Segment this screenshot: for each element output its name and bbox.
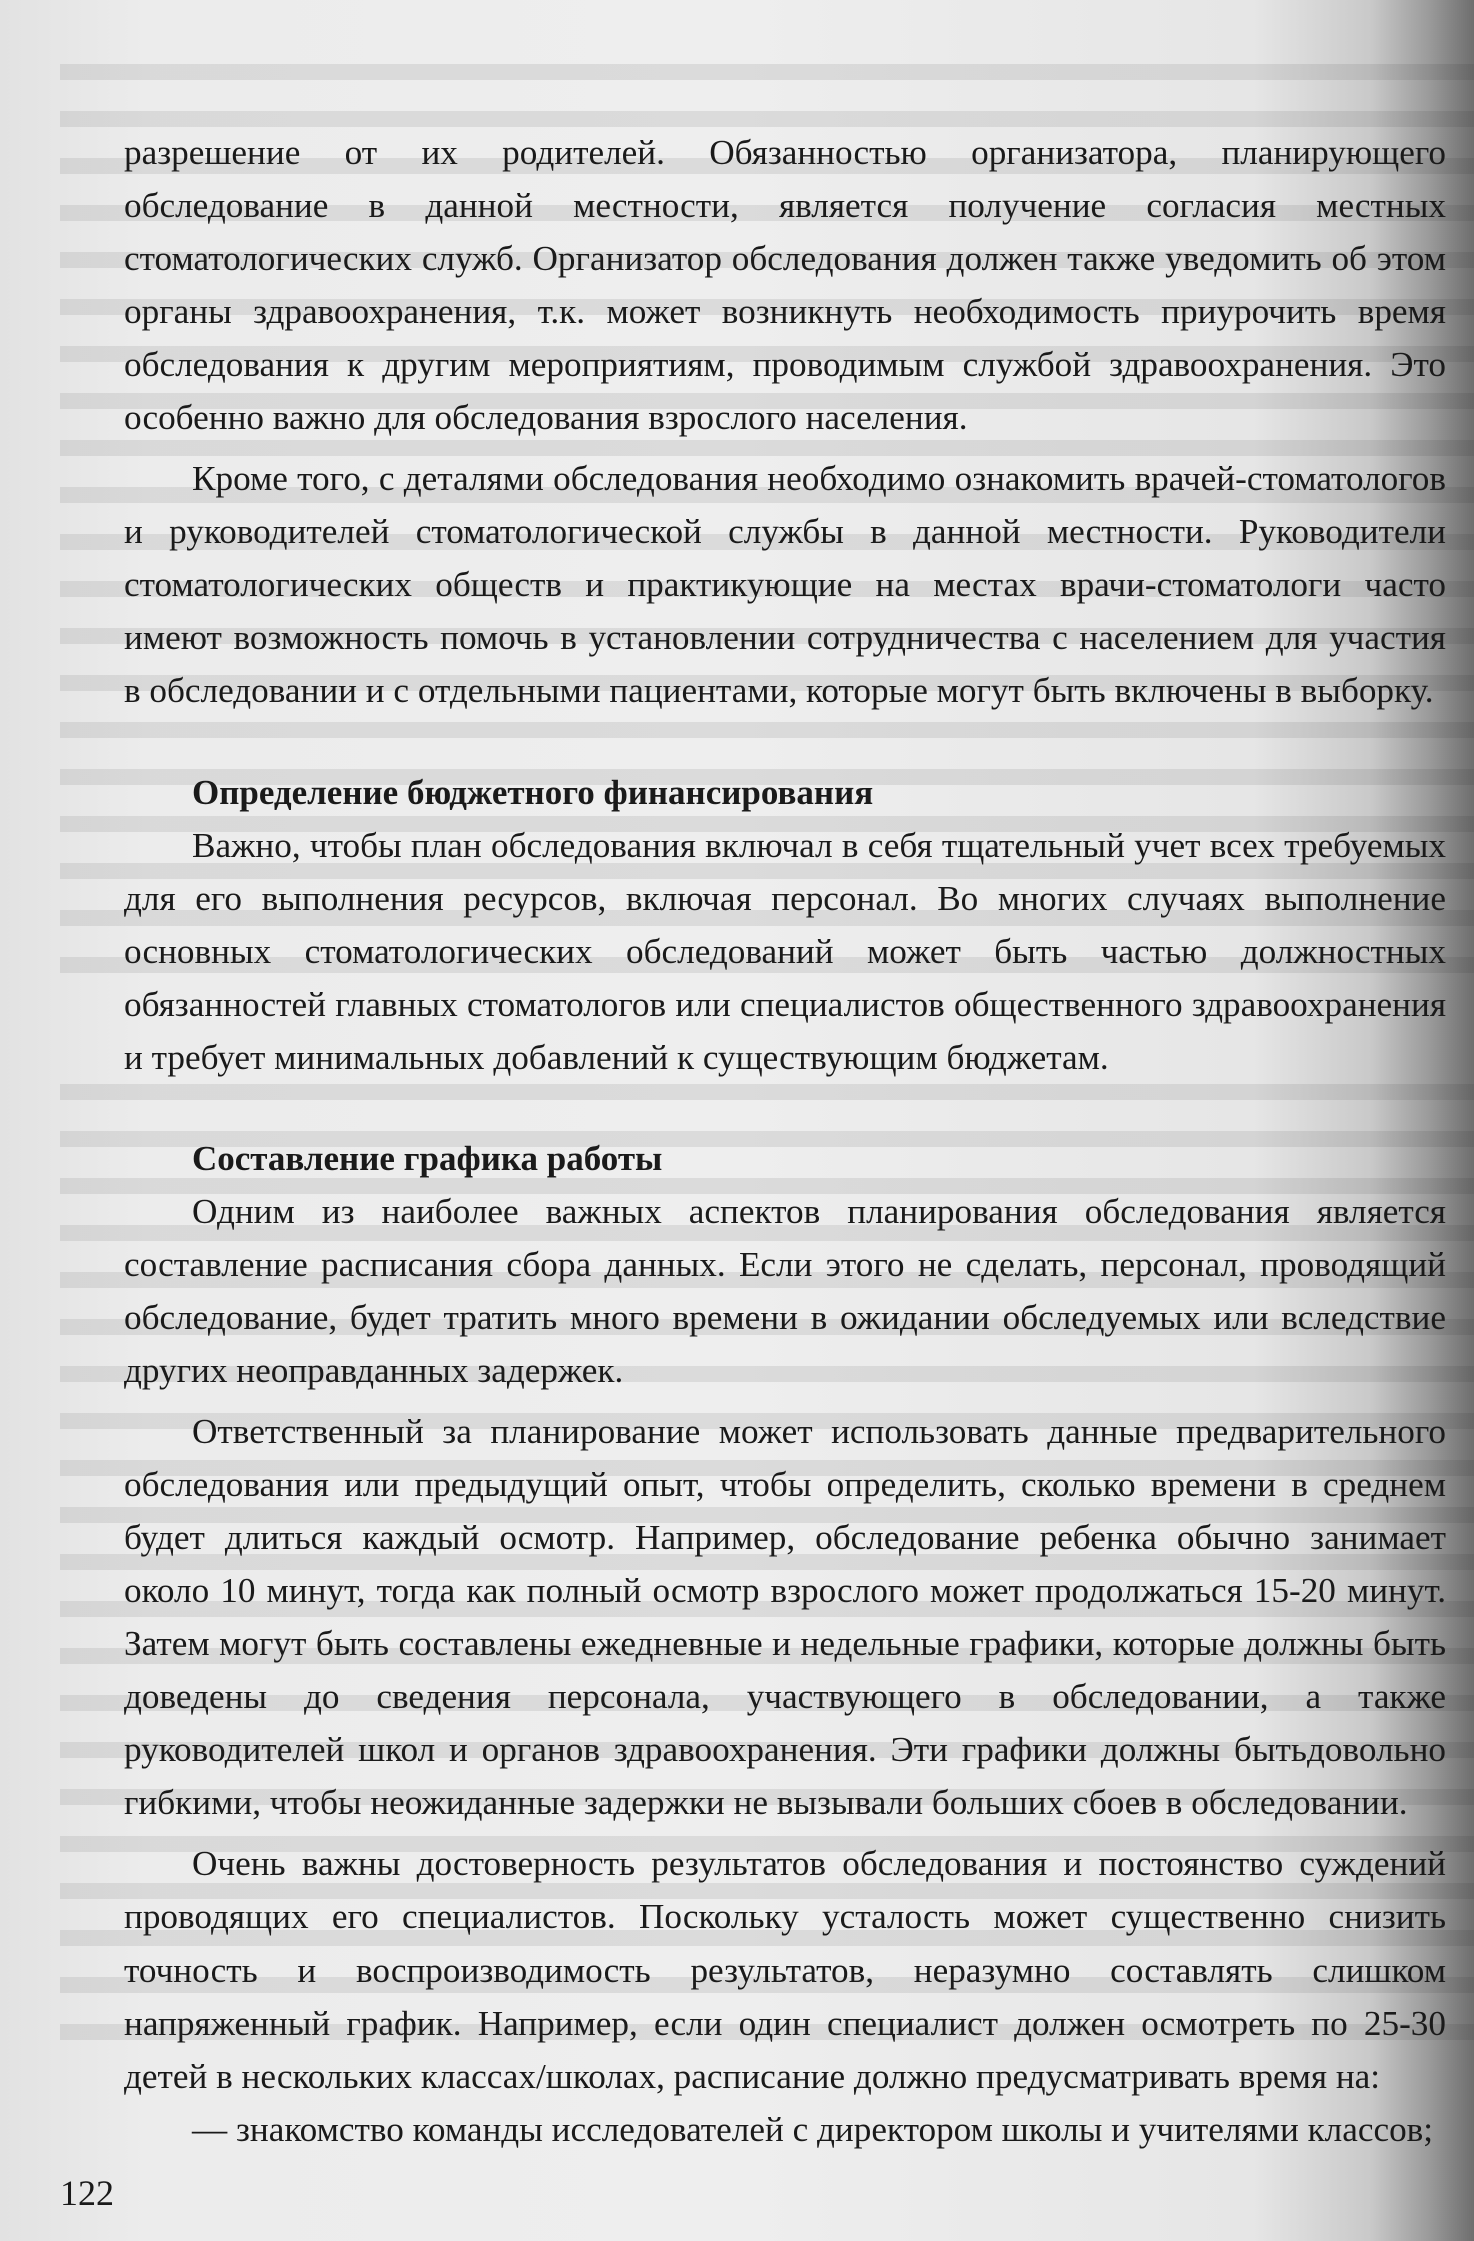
section-heading-schedule: Составление графика работы <box>192 1138 663 1178</box>
page-number: 122 <box>60 2173 114 2213</box>
paragraph-6: Очень важны достоверность результатов обследования и постоянство суждений проводящих его специалистов. Поскольку усталость может существенно снизить точность и воспроизводимость результатов, неразумно составлять слишком напряженный график. Например, если один специалист должен осмотреть по 25-30 детей в нескольких классах/школах, расписание должно предусматривать время на: <box>124 1844 1446 2096</box>
paragraph-5: Ответственный за планирование может использовать данные предварительного обследования или предыдущий опыт, чтобы определить, сколько времени в среднем будет длиться каждый осмотр. Например, обследование ребенка обычно занимает около 10 минут, тогда как полный осмотр взрослого может продолжаться 15-20 минут. Затем могут быть составлены ежедневные и недельные графики, которые должны быть доведены до сведения персонала, участвующего в обследовании, а также руководителей школ и органов здравоохранения. Эти графики должны бытьдовольно гибкими, чтобы неожиданные задержки не вызывали больших сбоев в обследовании. <box>124 1412 1446 1823</box>
paragraph-4: Одним из наиболее важных аспектов планирования обследования является составление расписания сбора данных. Если этого не сделать, персонал, проводящий обследование, будет тратить много времени в ожидании обследуемых или вследствие других неоправданных задержек. <box>124 1191 1446 1390</box>
paragraph-3: Важно, чтобы план обследования включал в себя тщательный учет всех требуемых для его выполнения ресурсов, включая персонал. Во многих случаях выполнение основных стоматологических обследований может быть частью должностных обязанностей главных стоматологов или специалистов общественного здравоохранения и требует минимальных добавлений к существующим бюджетам. <box>124 825 1446 1077</box>
paragraph-2: Кроме того, с деталями обследования необходимо ознакомить врачей-стоматологов и руководителей стоматологической службы в данной местности. Руководители стоматологических обществ и практикующие на местах врачи-стоматологи часто имеют возможность помочь в установлении сотрудничества с населением для участия в обследовании и с отдельными пациентами, которые могут быть включены в выборку. <box>124 459 1446 711</box>
section-heading-budget: Определение бюджетного финансирования <box>192 772 874 812</box>
list-item: — знакомство команды исследователей с директором школы и учителями классов; <box>192 2109 1434 2149</box>
page-body <box>124 126 1446 2156</box>
paragraph-1: разрешение от их родителей. Обязанностью организатора, планирующего обследование в данной местности, является получение согласия местных стоматологических служб. Организатор обследования должен также уведомить об этом органы здравоохранения, т.к. может возникнуть необходимость приурочить время обследования к другим мероприятиям, проводимым службой здравоохранения. Это особенно важно для обследования взрослого населения. <box>124 133 1446 438</box>
